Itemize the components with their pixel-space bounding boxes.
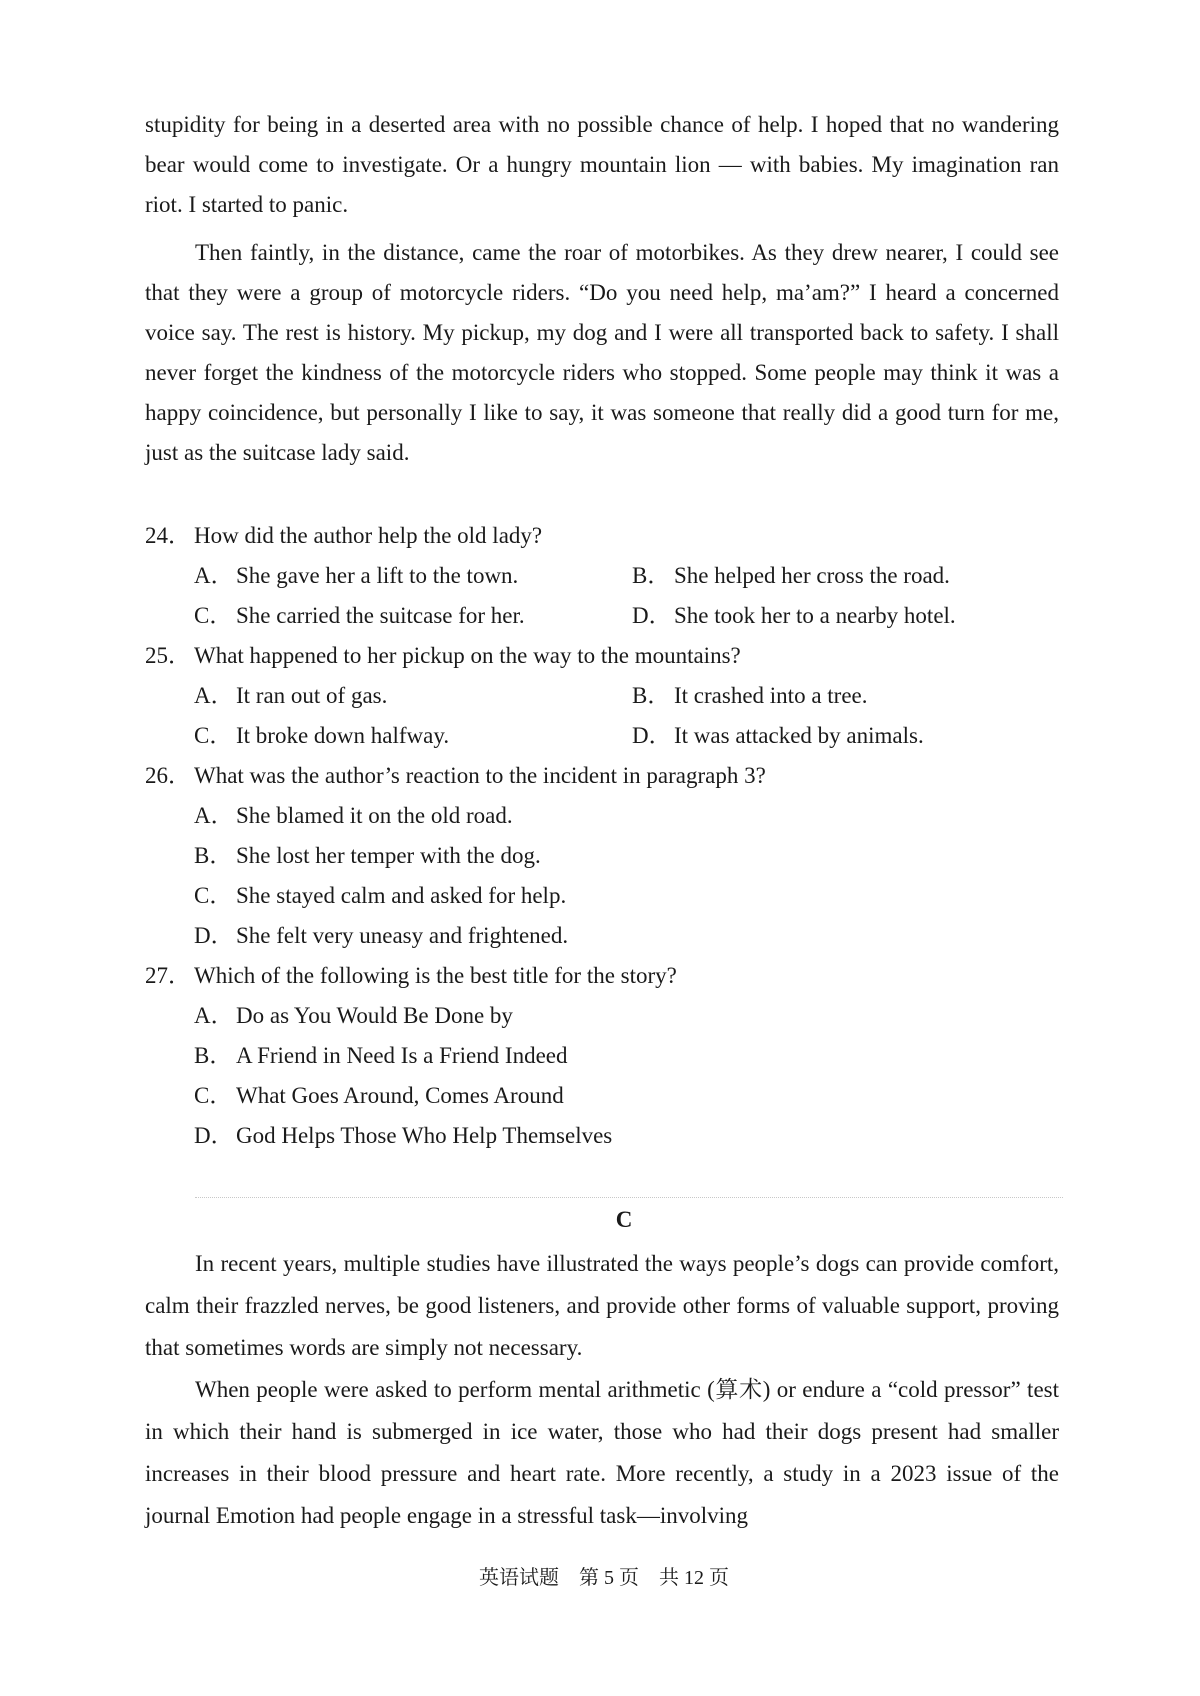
passage-b-paragraph-1: stupidity for being in a deserted area with no possible chance of help. I hoped that no wandering bear would come to investigate. Or a hungry mountain lion — with babies. My imagination ran riot. I started to panic. bbox=[145, 112, 1059, 217]
option-text: She took her to a nearby hotel. bbox=[674, 603, 956, 628]
option-letter: B． bbox=[632, 563, 671, 588]
page-footer bbox=[0, 1563, 1200, 1593]
q25-option-c bbox=[194, 716, 449, 756]
q24-option-b bbox=[632, 556, 950, 596]
footer-total-pages: 共 12 页 bbox=[659, 1567, 729, 1589]
q27-option-c bbox=[194, 1076, 564, 1116]
option-letter: A． bbox=[194, 563, 234, 588]
q25-option-d bbox=[632, 716, 924, 756]
q25-option-a bbox=[194, 676, 387, 716]
passage-b-paragraph-2: Then faintly, in the distance, came the roar of motorbikes. As they drew nearer, I could see that they were a group of motorcycle riders. “Do you need help, ma’am?” I heard a concerned voice say. The rest is history. My pickup, my dog and I were all transported back to safety. I shall never forget the kindness of the motorcycle riders who stopped. Some people may think it was a happy coincidence, but personally I like to say, it was someone that really did a good turn for me, just as the suitcase lady said. bbox=[145, 240, 1059, 465]
option-text: She stayed calm and asked for help. bbox=[236, 883, 567, 908]
option-text: She helped her cross the road. bbox=[674, 563, 950, 588]
option-letter: A． bbox=[194, 1003, 234, 1028]
option-text: She felt very uneasy and frightened. bbox=[236, 923, 569, 948]
footer-page-number: 第 5 页 bbox=[579, 1567, 639, 1589]
option-letter: D． bbox=[194, 923, 234, 948]
option-text: It was attacked by animals. bbox=[674, 723, 924, 748]
q27-option-b bbox=[194, 1036, 568, 1076]
option-letter: C． bbox=[194, 723, 233, 748]
question-number: 24． bbox=[145, 523, 191, 548]
option-text: God Helps Those Who Help Themselves bbox=[236, 1123, 613, 1148]
section-heading-c: C bbox=[615, 1207, 633, 1232]
option-letter: C． bbox=[194, 603, 233, 628]
option-text: Do as You Would Be Done by bbox=[236, 1003, 513, 1028]
q24-option-d bbox=[632, 596, 956, 636]
q26-option-d bbox=[194, 916, 568, 956]
question-number: 26． bbox=[145, 763, 191, 788]
option-letter: B． bbox=[194, 843, 233, 868]
option-letter: A． bbox=[194, 683, 234, 708]
q26-option-b bbox=[194, 836, 541, 876]
option-text: A Friend in Need Is a Friend Indeed bbox=[236, 1043, 568, 1068]
q24-option-a bbox=[194, 556, 518, 596]
question-24 bbox=[145, 516, 1059, 556]
option-text: It broke down halfway. bbox=[236, 723, 450, 748]
question-text: What was the author’s reaction to the incident in paragraph 3? bbox=[194, 763, 766, 788]
option-text: It ran out of gas. bbox=[236, 683, 388, 708]
option-letter: D． bbox=[194, 1123, 234, 1148]
q26-option-c bbox=[194, 876, 566, 916]
q27-option-a bbox=[194, 996, 513, 1036]
passage-c-paragraph-2: When people were asked to perform mental arithmetic (算术) or endure a “cold pressor” test in which their hand is submerged in ice water, those who had their dogs present had smaller increases in their blood pressure and heart rate. More recently, a study in a 2023 issue of the journal Emotion had people engage in a stressful task—involving bbox=[145, 1377, 1059, 1528]
question-25 bbox=[145, 636, 1059, 676]
question-number: 25． bbox=[145, 643, 191, 668]
passage-c-paragraph-1: In recent years, multiple studies have illustrated the ways people’s dogs can provide comfort, calm their frazzled nerves, be good listeners, and provide other forms of valuable support, proving that sometimes words are simply not necessary. bbox=[145, 1251, 1059, 1360]
q26-option-a bbox=[194, 796, 513, 836]
option-letter: B． bbox=[194, 1043, 233, 1068]
option-letter: D． bbox=[632, 723, 672, 748]
option-letter: C． bbox=[194, 883, 233, 908]
option-text: She blamed it on the old road. bbox=[236, 803, 513, 828]
option-letter: A． bbox=[194, 803, 234, 828]
q27-option-d bbox=[194, 1116, 612, 1156]
question-26 bbox=[145, 756, 1059, 796]
q25-option-b bbox=[632, 676, 868, 716]
question-27 bbox=[145, 956, 1059, 996]
question-text: Which of the following is the best title for the story? bbox=[194, 963, 677, 988]
option-text: It crashed into a tree. bbox=[674, 683, 868, 708]
section-divider bbox=[195, 1197, 1063, 1198]
option-letter: D． bbox=[632, 603, 672, 628]
question-text: How did the author help the old lady? bbox=[194, 523, 543, 548]
option-text: She carried the suitcase for her. bbox=[236, 603, 525, 628]
question-text: What happened to her pickup on the way to the mountains? bbox=[194, 643, 741, 668]
option-text: What Goes Around, Comes Around bbox=[236, 1083, 564, 1108]
option-text: She lost her temper with the dog. bbox=[236, 843, 541, 868]
question-number: 27． bbox=[145, 963, 191, 988]
q24-option-c bbox=[194, 596, 525, 636]
option-letter: C． bbox=[194, 1083, 233, 1108]
option-text: She gave her a lift to the town. bbox=[236, 563, 519, 588]
option-letter: B． bbox=[632, 683, 671, 708]
footer-subject: 英语试题 bbox=[479, 1567, 559, 1589]
